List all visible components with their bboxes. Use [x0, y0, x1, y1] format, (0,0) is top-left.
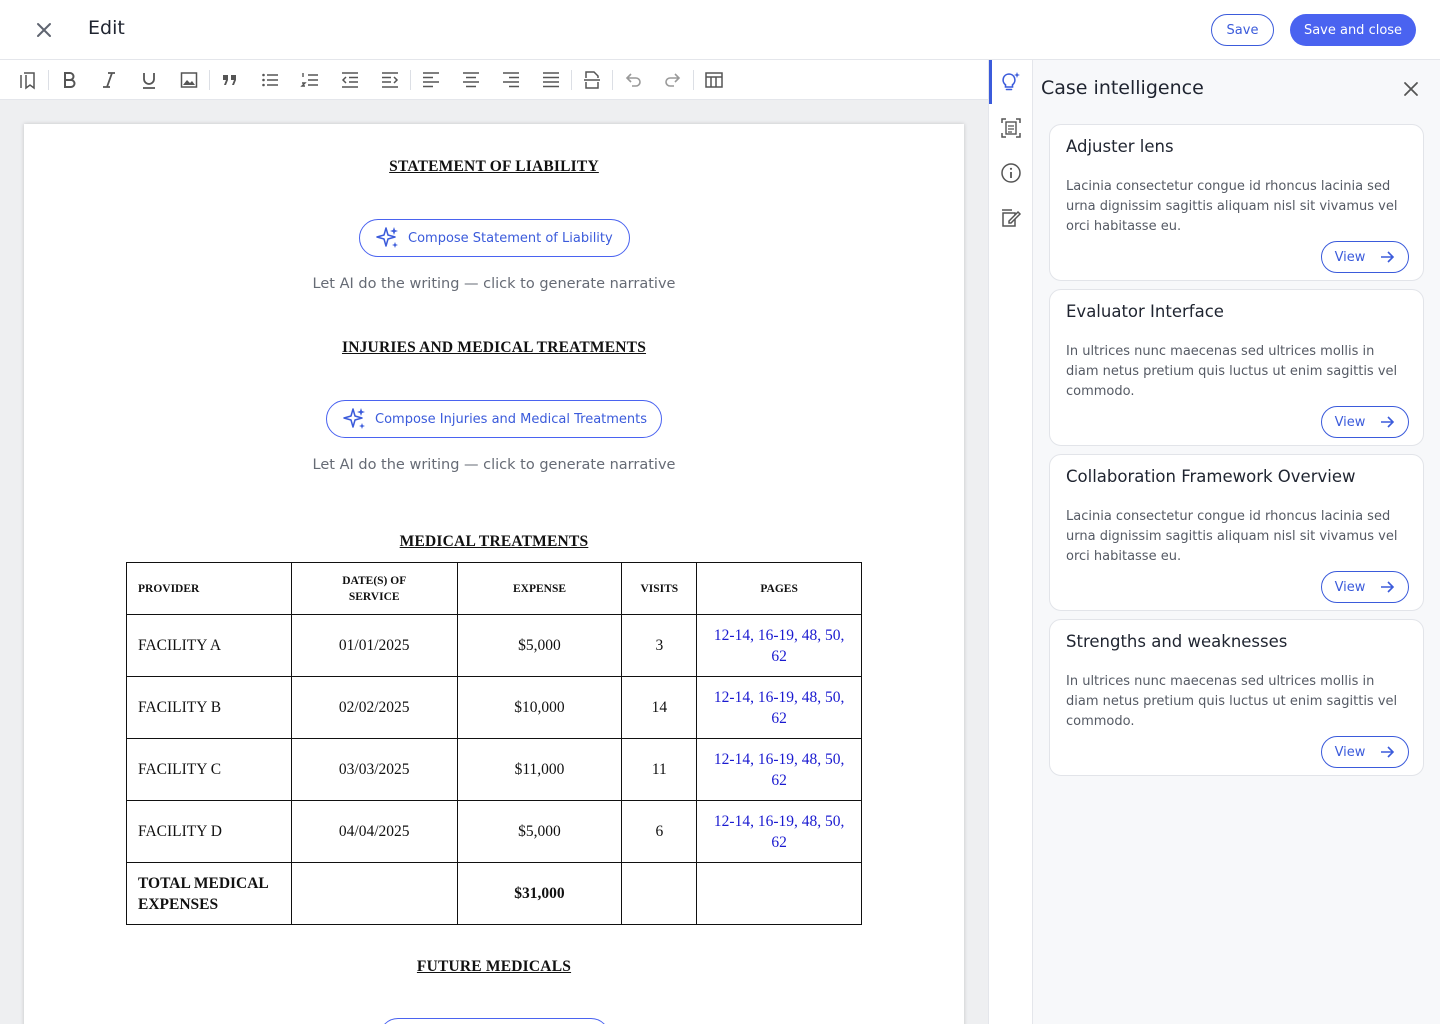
lightbulb-sparkle-icon[interactable] — [1000, 71, 1022, 93]
align-center-icon[interactable] — [459, 68, 483, 92]
view-button[interactable] — [1321, 571, 1409, 603]
card-title: Collaboration Framework Overview — [1066, 467, 1356, 486]
insight-card — [1049, 619, 1424, 776]
align-justify-icon[interactable] — [539, 68, 563, 92]
injuries-heading: INJURIES AND MEDICAL TREATMENTS — [341, 339, 647, 356]
pages-link[interactable]: 12-14, 16-19, 48, 50, 62 — [697, 615, 862, 677]
sparkle-icon — [343, 407, 367, 431]
provider-cell: FACILITY C — [127, 739, 292, 801]
card-body: Lacinia consectetur congue id rhoncus lacinia sed urna dignissim sagittis aliquam nisl sit vivamus vel orci habitasse eu. — [1066, 509, 1398, 564]
undo-icon[interactable] — [621, 68, 645, 92]
table-header-row — [127, 563, 862, 615]
compose-injuries-label: Compose Injuries and Medical Treatments — [375, 411, 648, 427]
save-and-close-button[interactable]: Save and close — [1290, 14, 1416, 46]
empty-cell — [291, 863, 457, 925]
compose-injuries-button[interactable] — [326, 400, 662, 438]
table-row — [127, 801, 862, 863]
visits-cell: 14 — [622, 677, 697, 739]
bold-icon[interactable] — [57, 68, 81, 92]
card-title: Strengths and weaknesses — [1066, 632, 1288, 651]
formatting-toolbar — [0, 60, 988, 100]
redo-icon[interactable] — [661, 68, 685, 92]
date-cell: 01/01/2025 — [291, 615, 457, 677]
view-label: View — [1334, 414, 1366, 430]
date-cell: 04/04/2025 — [291, 801, 457, 863]
save-button[interactable]: Save — [1211, 14, 1274, 46]
numbered-list-icon[interactable] — [298, 68, 322, 92]
future-medicals-heading: FUTURE MEDICALS — [416, 958, 572, 975]
arrow-right-icon — [1379, 744, 1395, 760]
info-icon[interactable] — [1000, 162, 1022, 184]
view-button[interactable] — [1321, 241, 1409, 273]
provider-cell: FACILITY D — [127, 801, 292, 863]
pages-link[interactable]: 12-14, 16-19, 48, 50, 62 — [697, 739, 862, 801]
image-icon[interactable] — [177, 68, 201, 92]
document-page[interactable] — [24, 124, 964, 1024]
view-button[interactable] — [1321, 736, 1409, 768]
visits-cell: 11 — [622, 739, 697, 801]
toolbar-divider — [48, 70, 49, 90]
table-icon[interactable] — [702, 68, 726, 92]
view-label: View — [1334, 579, 1366, 595]
sparkle-icon — [376, 226, 400, 250]
empty-cell — [697, 863, 862, 925]
total-expense: $31,000 — [457, 863, 622, 925]
card-body: In ultrices nunc maecenas sed ultrices mollis in diam netus pretium quis luctus ut enim sagittis vel commodo. — [1066, 674, 1398, 729]
insight-card — [1049, 289, 1424, 446]
compose-liability-label: Compose Statement of Liability — [408, 230, 613, 246]
italic-icon[interactable] — [97, 68, 121, 92]
arrow-right-icon — [1379, 249, 1395, 265]
total-label: TOTAL MEDICAL EXPENSES — [127, 863, 292, 925]
view-label: View — [1334, 744, 1366, 760]
table-row — [127, 615, 862, 677]
medical-treatments-heading: MEDICAL TREATMENTS — [399, 533, 589, 550]
table-row — [127, 739, 862, 801]
table-row — [127, 677, 862, 739]
arrow-right-icon — [1379, 414, 1395, 430]
column-header: EXPENSE — [457, 563, 622, 615]
column-header: VISITS — [622, 563, 697, 615]
provider-cell: FACILITY B — [127, 677, 292, 739]
insight-card — [1049, 124, 1424, 281]
liability-heading: STATEMENT OF LIABILITY — [389, 158, 599, 175]
date-cell: 03/03/2025 — [291, 739, 457, 801]
visits-cell: 6 — [622, 801, 697, 863]
provider-cell: FACILITY A — [127, 615, 292, 677]
active-indicator — [989, 60, 992, 104]
document-canvas — [0, 100, 988, 1024]
bullet-list-icon[interactable] — [258, 68, 282, 92]
toolbar-divider — [612, 70, 613, 90]
column-header — [291, 563, 457, 615]
card-body: Lacinia consectetur congue id rhoncus lacinia sed urna dignissim sagittis aliquam nisl sit vivamus vel orci habitasse eu. — [1066, 179, 1398, 234]
side-icon-rail — [988, 60, 1033, 1024]
view-label: View — [1334, 249, 1366, 265]
page-break-icon[interactable] — [580, 68, 604, 92]
expense-cell: $11,000 — [457, 739, 622, 801]
toolbar-divider — [410, 70, 411, 90]
align-left-icon[interactable] — [419, 68, 443, 92]
pages-link[interactable]: 12-14, 16-19, 48, 50, 62 — [697, 801, 862, 863]
page-title: Edit — [88, 17, 125, 39]
toolbar-divider — [693, 70, 694, 90]
view-button[interactable] — [1321, 406, 1409, 438]
card-title: Adjuster lens — [1066, 137, 1174, 156]
column-header: PAGES — [697, 563, 862, 615]
toolbar-divider — [571, 70, 572, 90]
signature-icon[interactable] — [1000, 207, 1022, 229]
quote-icon[interactable] — [218, 68, 242, 92]
card-body: In ultrices nunc maecenas sed ultrices mollis in diam netus pretium quis luctus ut enim sagittis vel commodo. — [1066, 344, 1398, 399]
total-row — [127, 863, 862, 925]
bookmark-icon[interactable] — [16, 68, 40, 92]
underline-icon[interactable] — [137, 68, 161, 92]
column-header: PROVIDER — [127, 563, 292, 615]
insight-card — [1049, 454, 1424, 611]
date-cell: 02/02/2025 — [291, 677, 457, 739]
panel-title: Case intelligence — [1041, 77, 1204, 99]
empty-cell — [622, 863, 697, 925]
arrow-right-icon — [1379, 579, 1395, 595]
pages-link[interactable]: 12-14, 16-19, 48, 50, 62 — [697, 677, 862, 739]
expense-cell: $10,000 — [457, 677, 622, 739]
align-right-icon[interactable] — [499, 68, 523, 92]
visits-cell: 3 — [622, 615, 697, 677]
compose-future-medicals-button[interactable] — [379, 1018, 610, 1024]
column-header-label: DATE(S) OF SERVICE — [342, 574, 407, 603]
case-intelligence-panel — [1033, 60, 1440, 1024]
compose-liability-button[interactable] — [359, 219, 630, 257]
outdent-icon[interactable] — [338, 68, 362, 92]
close-icon[interactable] — [1400, 78, 1422, 100]
card-title: Evaluator Interface — [1066, 302, 1224, 321]
toolbar-divider — [209, 70, 210, 90]
top-bar — [0, 0, 1440, 60]
medical-treatments-table — [126, 562, 862, 925]
expense-cell: $5,000 — [457, 801, 622, 863]
indent-icon[interactable] — [378, 68, 402, 92]
expense-cell: $5,000 — [457, 615, 622, 677]
ai-hint-text: Let AI do the writing — click to generate narrative — [312, 276, 676, 292]
close-icon[interactable] — [32, 18, 56, 42]
ai-hint-text: Let AI do the writing — click to generate narrative — [312, 457, 676, 473]
document-scan-icon[interactable] — [1000, 117, 1022, 139]
